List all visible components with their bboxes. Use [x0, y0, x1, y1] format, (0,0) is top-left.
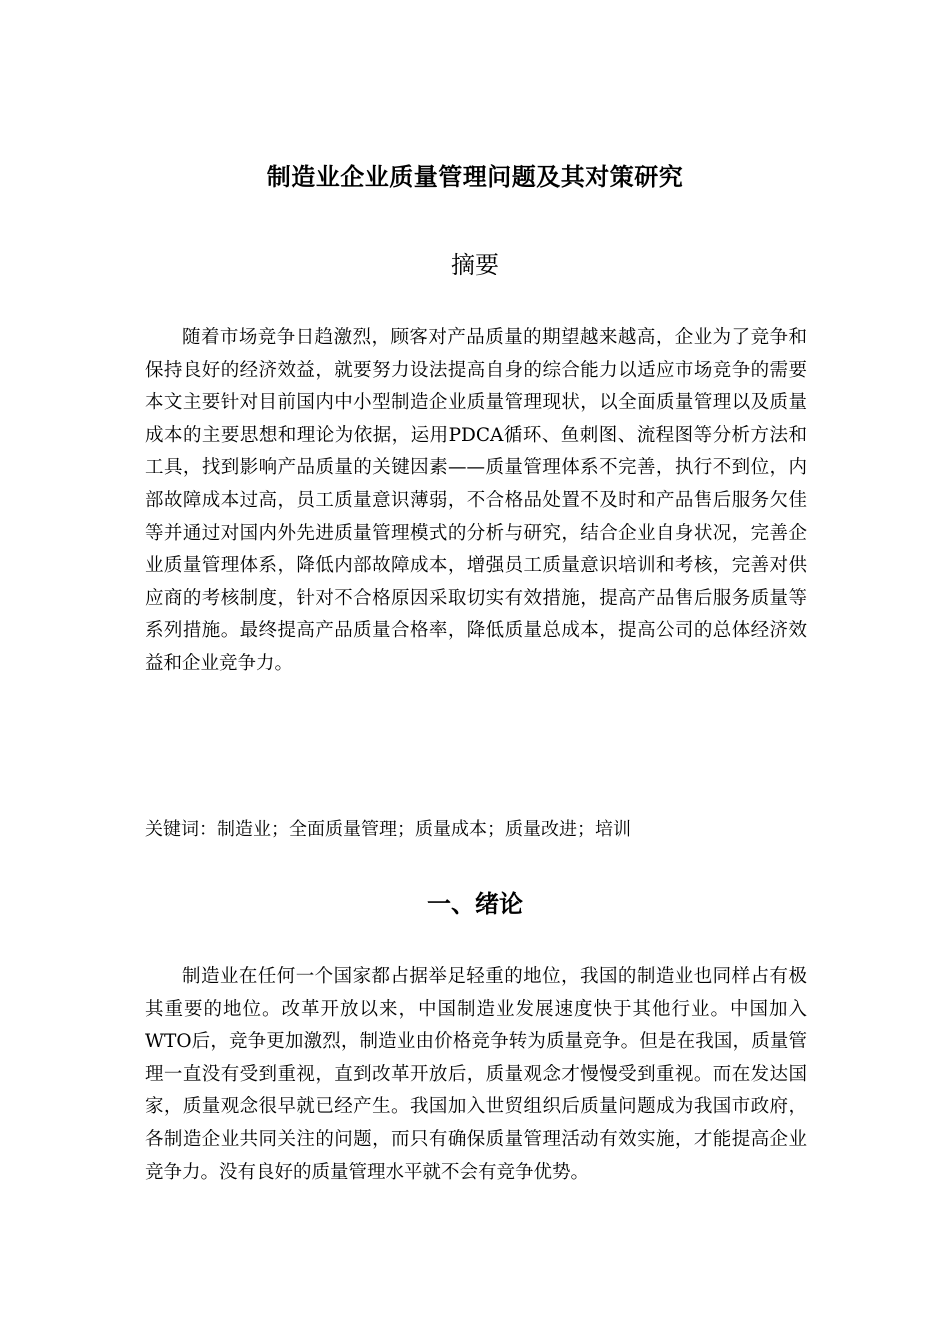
abstract-paragraph: 随着市场竞争日趋激烈，顾客对产品质量的期望越来越高，企业为了竞争和保持良好的经济效益，就要努力设法提高自身的综合能力以适应市场竞争的需要本文主要针对目前国内中小型制造企业质量管理现状，以全面质量管理以及质量成本的主要思想和理论为依据，运用PDCA循环、鱼刺图、流程图等分析方法和工具，找到影响产品质量的关键因素——质量管理体系不完善，执行不到位，内部故障成本过高，员工质量意识薄弱，不合格品处置不及时和产品售后服务欠佳等并通过对国内外先进质量管理模式的分析与研究，结合企业自身状况，完善企业质量管理体系，降低内部故障成本，增强员工质量意识培训和考核，完善对供应商的考核制度，针对不合格原因采取切实有效措施，提高产品售后服务质量等系列措施。最终提高产品质量合格率，降低质量总成本，提高公司的总体经济效益和企业竞争力。 [145, 327, 807, 674]
document-title: 制造业企业质量管理问题及其对策研究 [266, 162, 684, 191]
abstract-heading: 摘要 [451, 251, 499, 279]
section-heading-introduction: 一、绪论 [427, 889, 523, 918]
introduction-paragraph: 制造业在任何一个国家都占据举足轻重的地位，我国的制造业也同样占有极其重要的地位。改革开放以来，中国制造业发展速度快于其他行业。中国加入WTO后，竞争更加激烈，制造业由价格竞争转为质量竞争。但是在我国，质量管理一直没有受到重视，直到改革开放后，质量观念才慢慢受到重视。而在发达国家，质量观念很早就已经产生。我国加入世贸组织后质量问题成为我国市政府，各制造企业共同关注的问题，而只有确保质量管理活动有效实施，才能提高企业竞争力。没有良好的质量管理水平就不会有竞争优势。 [145, 966, 807, 1183]
keywords-line: 关键词：制造业；全面质量管理；质量成本；质量改进；培训 [145, 819, 631, 840]
